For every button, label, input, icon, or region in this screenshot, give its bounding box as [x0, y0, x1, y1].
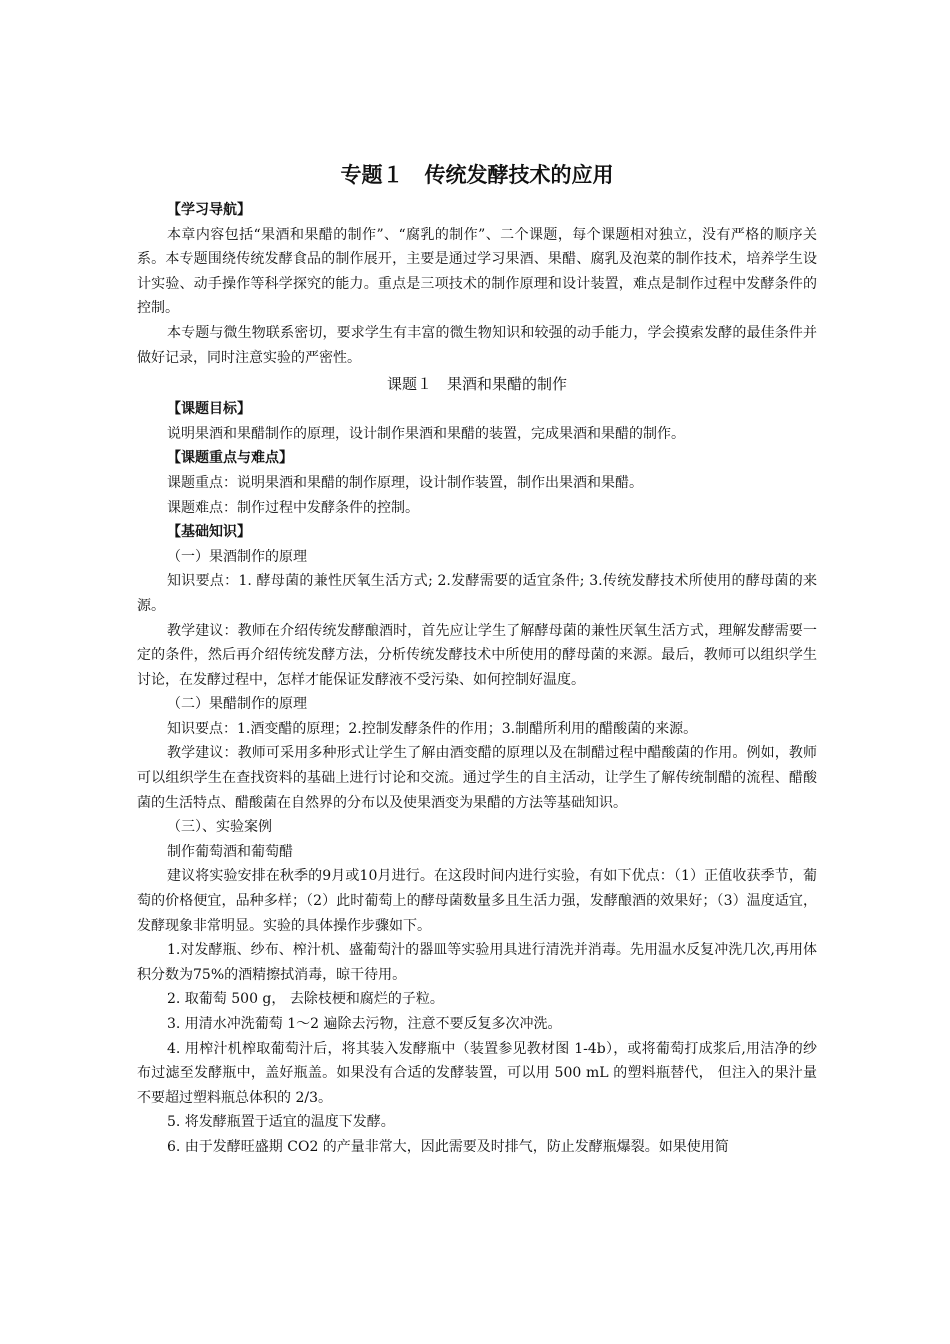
- guide-paragraph-1: 本章内容包括“果酒和果醋的制作”、“腐乳的制作”、二个课题，每个课题相对独立，没有严格的顺序关系。本专题围绕传统发酵食品的制作展开，主要是通过学习果酒、果醋、腐乳及泡菜的制作技术，培养学生设计实验、动手操作等科学探究的能力。重点是三项技术的制作原理和设计装置，难点是制作过程中发酵条件的控制。: [137, 226, 817, 317]
- document-body: [137, 160, 817, 1160]
- step-item: 3. 用清水冲洗葡萄 1～2 遍除去污物，注意不要反复多次冲洗。: [167, 1016, 562, 1032]
- section-2-advice: 教学建议：教师可采用多种形式让学生了解由酒变醋的原理以及在制醋过程中醋酸菌的作用。例如，教师可以组织学生在查找资料的基础上进行讨论和交流。通过学生的自主活动，让学生了解传统制醋的流程、醋酸菌的生活特点、醋酸菌在自然界的分布以及使果酒变为果醋的方法等基础知识。: [137, 745, 817, 811]
- step-item: 2. 取葡萄 500 g， 去除枝梗和腐烂的子粒。: [167, 991, 444, 1008]
- section-3-subheading: 制作葡萄酒和葡萄醋: [167, 843, 293, 860]
- section-1-advice: 教学建议：教师在介绍传统发酵酿酒时，首先应让学生了解酵母菌的兼性厌氧生活方式，理解发酵需要一定的条件，然后再介绍传统发酵方法，分析传统发酵技术中所使用的酵母菌的来源。最后，教师可以组织学生讨论，在发酵过程中，怎样才能保证发酵液不受污染、如何控制好温度。: [137, 622, 817, 688]
- goal-text: 说明果酒和果醋制作的原理，设计制作果酒和果醋的装置，完成果酒和果醋的制作。: [167, 425, 685, 442]
- basic-heading: 【基础知识】: [167, 524, 251, 541]
- section-1-heading: （一）果酒制作的原理: [167, 548, 307, 565]
- guide-paragraph-2: 本专题与微生物联系密切，要求学生有丰富的微生物知识和较强的动手能力，学会摸索发酵的最佳条件并做好记录，同时注意实验的严密性。: [137, 324, 817, 366]
- section-1-points: 知识要点：1. 酵母菌的兼性厌氧生活方式; 2.发酵需要的适宜条件; 3.传统发酵技术所使用的酵母菌的来源。: [137, 573, 817, 614]
- section-2-points: 知识要点：1.酒变醋的原理；2.控制发酵条件的作用；3.制醋所利用的醋酸菌的来源。: [167, 720, 698, 737]
- difficulty-text: 课题难点：制作过程中发酵条件的控制。: [167, 499, 419, 516]
- keypoint-text: 课题重点：说明果酒和果醋的制作原理，设计制作装置，制作出果酒和果醋。: [167, 474, 643, 491]
- step-item: 4. 用榨汁机榨取葡萄汁后，将其装入发酵瓶中（装置参见教材图 1-4b），或将葡萄打成浆后,用洁净的纱布过滤至发酵瓶中，盖好瓶盖。如果没有合适的发酵装置，可以用 500 mL 的塑料瓶替代， 但注入的果汁量不要超过塑料瓶总体积的 2/3。: [137, 1040, 817, 1106]
- keypoint-heading: 【课题重点与难点】: [167, 450, 293, 467]
- guide-heading: 【学习导航】: [167, 202, 251, 218]
- step-item: 6. 由于发酵旺盛期 CO2 的产量非常大，因此需要及时排气，防止发酵瓶爆裂。如果使用简: [167, 1138, 729, 1155]
- section-3-intro: 建议将实验安排在秋季的9月或10月进行。在这段时间内进行实验，有如下优点：（1）正值收获季节，葡萄的价格便宜，品种多样；（2）此时葡萄上的酵母菌数量多且生活力强，发酵酿酒的效果好；（3）温度适宜，发酵现象非常明显。实验的具体操作步骤如下。: [137, 868, 817, 934]
- step-item: 1.对发酵瓶、纱布、榨汁机、盛葡萄汁的器皿等实验用具进行清洗并消毒。先用温水反复冲洗几次,再用体积分数为75%的酒精擦拭消毒，晾干待用。: [137, 942, 817, 983]
- goal-heading: 【课题目标】: [167, 401, 251, 418]
- page-title: 专题１ 传统发酵技术的应用: [340, 163, 614, 187]
- section-2-heading: （二）果醋制作的原理: [167, 696, 307, 713]
- step-item: 5. 将发酵瓶置于适宜的温度下发酵。: [167, 1114, 395, 1131]
- lesson-title: 课题１ 果酒和果醋的制作: [386, 375, 567, 394]
- section-3-heading: （三）、实验案例: [167, 819, 272, 836]
